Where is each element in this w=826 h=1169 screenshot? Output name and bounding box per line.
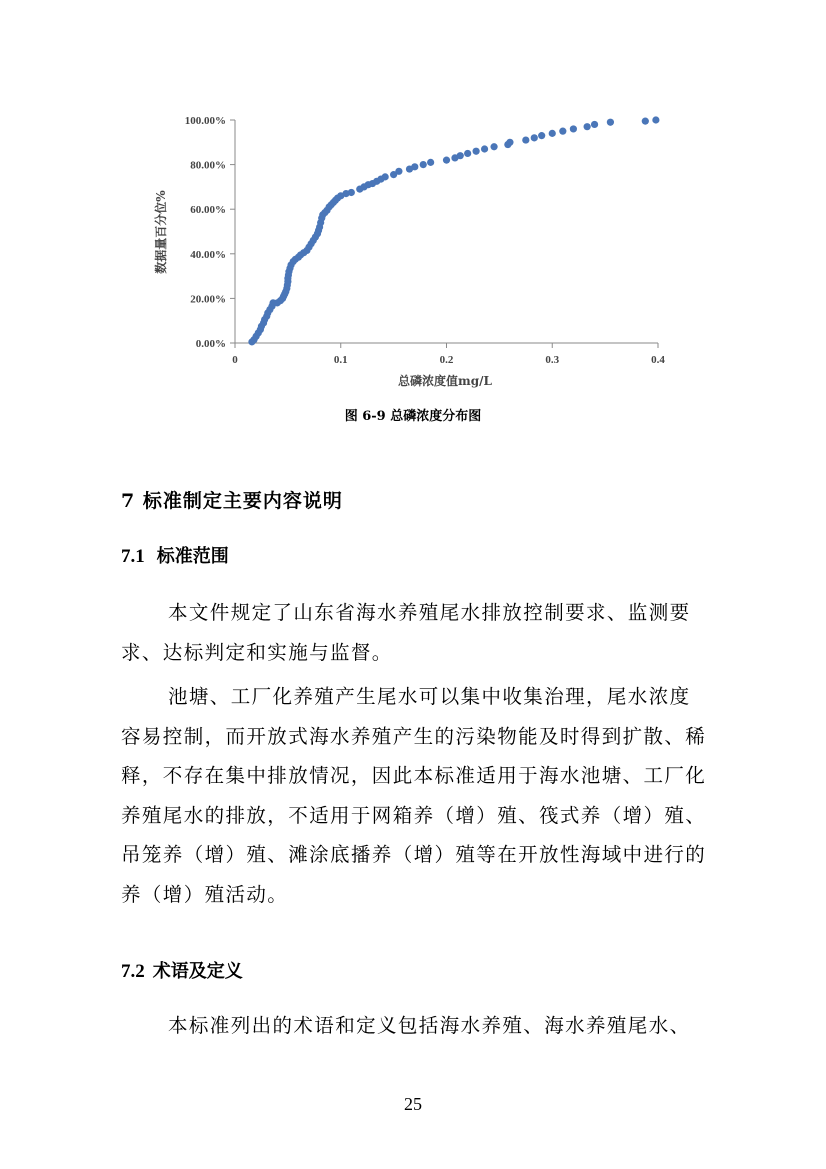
data-point [348, 189, 355, 196]
data-point [490, 143, 497, 150]
data-point [591, 121, 598, 128]
x-axis-title: 总磷浓度值mg/L [398, 374, 492, 388]
y-tick-label: 40.00% [190, 248, 226, 261]
data-point [411, 163, 418, 170]
data-point [559, 128, 566, 135]
data-point [538, 132, 545, 139]
paragraph-applicability: 池塘、工厂化养殖产生尾水可以集中收集治理，尾水浓度容易控制，而开放式海水养殖产生的污染物能及时得到扩散、稀释，不存在集中排放情况，因此本标准适用于海水池塘、工厂化养殖尾水的排放，不适用于网箱养（增）殖、筏式养（增）殖、吊笼养（增）殖、滩涂底播养（增）殖等在开放性海域中进行的养（增）殖活动。 [121, 685, 707, 906]
data-point [522, 136, 529, 143]
subsection-heading-7-2 [121, 957, 243, 983]
y-tick-label: 60.00% [190, 204, 226, 217]
data-point [395, 168, 402, 175]
x-tick-labels [232, 354, 665, 366]
x-tick-label: 0.3 [545, 354, 560, 366]
data-point [570, 125, 577, 132]
data-point [443, 157, 450, 164]
y-axis-title: 数据量百分位% [154, 190, 168, 274]
y-tick-label: 100.00% [184, 115, 226, 127]
chart-axes [230, 120, 658, 348]
subsection-heading-7-1 [121, 542, 229, 568]
y-tick-label: 20.00% [190, 293, 226, 306]
paragraph-scope: 本文件规定了山东省海水养殖尾水排放控制要求、监测要求、达标判定和实施与监督。 [121, 601, 691, 664]
data-points [248, 116, 659, 345]
data-point [457, 152, 464, 159]
phosphorus-distribution-chart [140, 100, 680, 400]
x-tick-label: 0.4 [651, 354, 665, 366]
data-point [531, 134, 538, 141]
x-tick-label: 0.2 [439, 354, 454, 366]
data-point [584, 123, 591, 130]
figure-caption: 图 6-9 总磷浓度分布图 [344, 409, 482, 424]
page-number: 25 [404, 1094, 422, 1114]
x-tick-label: 0.1 [333, 354, 348, 366]
data-point [652, 116, 659, 123]
data-point [420, 161, 427, 168]
subsection-title: 术语及定义 [152, 961, 243, 982]
subsection-number: 7.1 [121, 546, 145, 567]
data-point [607, 119, 614, 126]
x-tick-label: 0 [232, 354, 238, 366]
data-point [427, 159, 434, 166]
section-heading: 7 标准制定主要内容说明 [121, 490, 343, 512]
data-point [549, 130, 556, 137]
y-tick-labels [185, 115, 226, 350]
subsection-number: 7.2 [121, 961, 145, 982]
data-point [506, 139, 513, 146]
paragraph-terms: 本标准列出的术语和定义包括海水养殖、海水养殖尾水、 [168, 1014, 691, 1037]
subsection-title: 标准范围 [156, 546, 229, 567]
data-point [481, 145, 488, 152]
y-tick-label: 80.00% [190, 159, 226, 172]
data-point [473, 148, 480, 155]
y-tick-label: 0.00% [195, 338, 226, 350]
data-point [642, 118, 649, 125]
data-point [382, 173, 389, 180]
data-point [464, 150, 471, 157]
